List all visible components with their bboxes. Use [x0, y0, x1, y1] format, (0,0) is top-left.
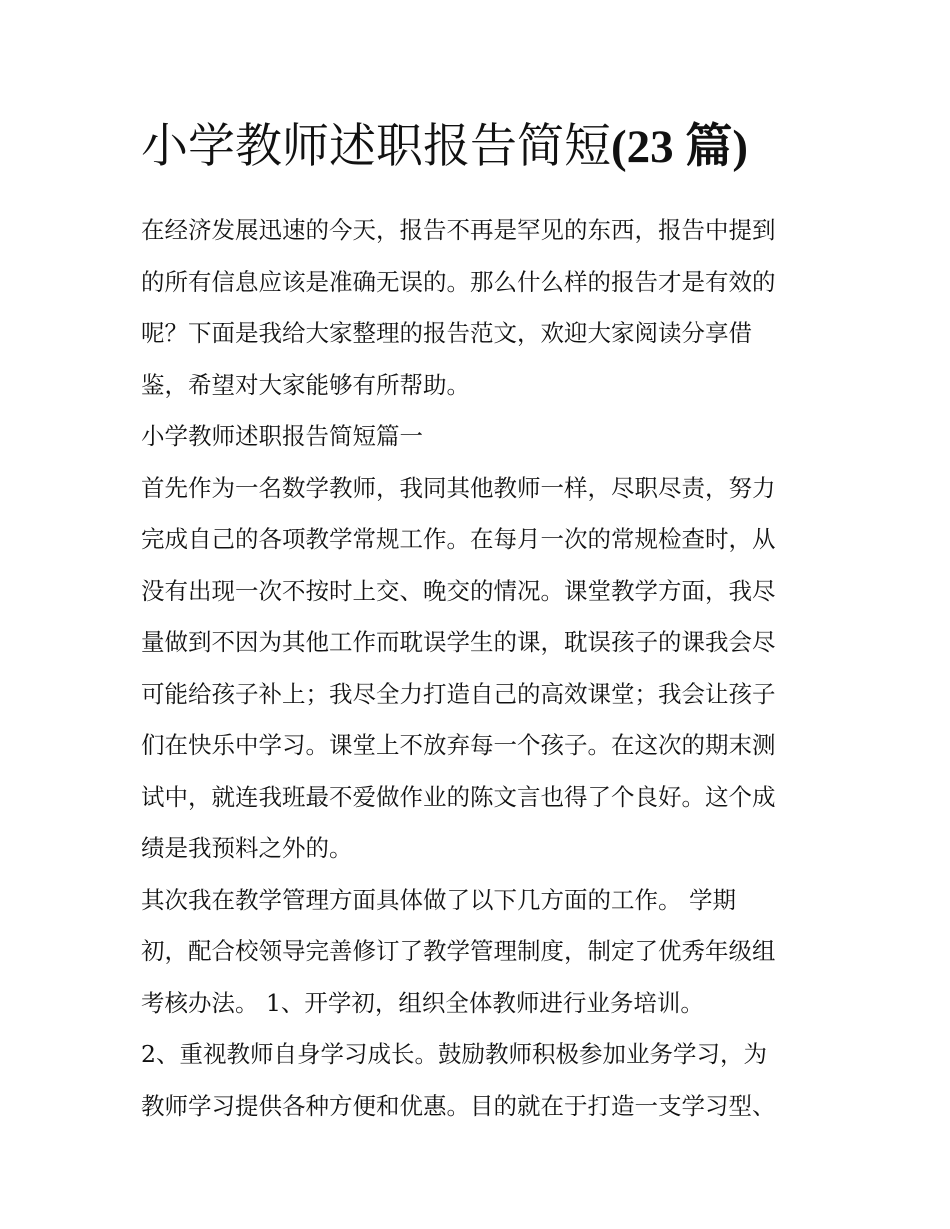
text-line: 教师学习提供各种方便和优惠。目的就在于打造一支学习型、: [141, 1091, 776, 1120]
text-line: 初，配合校领导完善修订了教学管理制度，制定了优秀年级组: [141, 937, 776, 965]
text-line: 没有出现一次不按时上交、晚交的情况。课堂教学方面，我尽: [141, 576, 776, 605]
section-heading: [141, 411, 813, 463]
text-line: 2、重视教师自身学习成长。鼓励教师积极参加业务学习，为: [141, 1040, 767, 1068]
document-page: [141, 112, 813, 1132]
body-paragraph-1: [141, 463, 813, 875]
text-line: 可能给孩子补上；我尽全力打造自己的高效课堂；我会让孩子: [141, 679, 776, 708]
text-line: 试中，就连我班最不爱做作业的陈文言也得了个良好。这个成: [141, 782, 776, 811]
body-paragraph-2: [141, 875, 813, 1030]
text-line: 的所有信息应该是准确无误的。那么什么样的报告才是有效的: [141, 267, 776, 296]
text-line: 量做到不因为其他工作而耽误学生的课，耽误孩子的课我会尽: [141, 628, 776, 656]
body-paragraph-3: [141, 1029, 813, 1132]
text-line: 其次我在教学管理方面具体做了以下几方面的工作。 学期: [141, 885, 736, 914]
title-count: (23 篇): [611, 121, 749, 173]
section-heading-text: 小学教师述职报告简短篇一: [141, 422, 423, 450]
text-line: 考核办法。 1、开学初，组织全体教师进行业务培训。: [141, 988, 704, 1017]
text-line: 们在快乐中学习。课堂上不放弃每一个孩子。在这次的期末测: [141, 731, 776, 759]
text-line: 绩是我预料之外的。: [141, 834, 353, 862]
text-line: 完成自己的各项教学常规工作。在每月一次的常规检查时，从: [141, 525, 776, 553]
document-title: [141, 112, 813, 182]
text-line: 首先作为一名数学教师，我同其他教师一样，尽职尽责，努力: [141, 473, 776, 502]
text-line: 鉴，希望对大家能够有所帮助。: [141, 370, 470, 399]
intro-paragraph: [141, 205, 813, 411]
title-main: 小学教师述职报告简短: [141, 119, 611, 174]
text-line: 在经济发展迅速的今天，报告不再是罕见的东西，报告中提到: [141, 216, 776, 244]
text-line: 呢？下面是我给大家整理的报告范文，欢迎大家阅读分享借: [141, 319, 752, 347]
